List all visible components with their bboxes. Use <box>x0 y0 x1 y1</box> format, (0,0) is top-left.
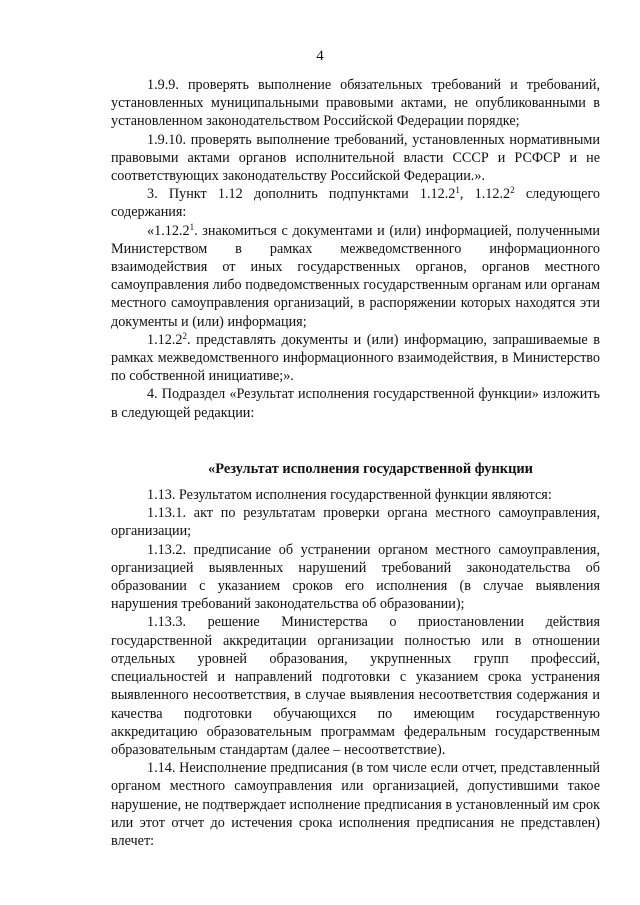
paragraph-1-12-2-2 <box>111 331 600 386</box>
item-1-12-2-1-text: . знакомиться с документами и (или) информацией, полученными Министерством в рамках межведомственного информационного взаимодействия от иных государственных органов, органов местного самоуправления либо подведомственных государственным органам или органам местного самоуправления организаций, в распоряжении которых находятся эти документы и (или) информация; <box>111 222 600 330</box>
superscript-2: 2 <box>182 330 187 341</box>
paragraph-item-3 <box>111 185 600 221</box>
item-1-12-2-2-text: . представлять документы и (или) информацию, запрашиваемые в рамках межведомственного информационного взаимодействия, в Министерство по собственной инициативе;». <box>111 331 600 385</box>
paragraph-1-9-9: 1.9.9. проверять выполнение обязательных требований и требований, установленных муниципальными правовыми актами, не опубликованными в установленном законодательством Российской Федерации порядке; <box>111 77 600 130</box>
item-1-12-2-2-number: 1.12.2 <box>147 331 183 348</box>
document-body <box>111 76 600 850</box>
item-1-12-2-1-number: «1.12.2 <box>147 222 190 239</box>
page-number: 4 <box>316 48 324 64</box>
paragraph-1-12-2-1 <box>111 222 600 331</box>
spacer <box>111 422 600 460</box>
paragraph-item-4: 4. Подраздел «Результат исполнения государственной функции» изложить в следующей редакции: <box>111 386 600 421</box>
paragraph-1-9-10: 1.9.10. проверять выполнение требований, установленных нормативными правовыми актами органов исполнительной власти СССР и РСФСР и не соответствующих законодательству Российской Федерации.». <box>111 131 600 185</box>
paragraph-1-13-2: 1.13.2. предписание об устранении органом местного самоуправления, организацией выявленных нарушений требований законодательства об образовании с указанием сроков его исполнения (в случае выявления нарушения требований законодательства об образовании); <box>111 541 600 613</box>
paragraph-1-13: 1.13. Результатом исполнения государственной функции являются: <box>147 487 552 504</box>
section-heading: «Результат исполнения государственной функции <box>208 460 533 477</box>
item-3-text-middle: , 1.12.2 <box>459 186 511 203</box>
item-3-text-before: 3. Пункт 1.12 дополнить подпунктами 1.12.2 <box>147 186 456 203</box>
item-3-text-after: следующего содержания: <box>111 186 601 221</box>
superscript-1: 1 <box>455 185 460 196</box>
paragraph-1-14: 1.14. Неисполнение предписания (в том числе если отчет, представленный органом местного самоуправления или организацией, допустившими такое нарушение, не подтверждает исполнение предписания в установленный им срок или этот отчет до истечения срока исполнения предписания не представлен) влечет: <box>111 760 600 849</box>
paragraph-1-13-3: 1.13.3. решение Министерства о приостановлении действия государственной аккредитации организации полностью или в отношении отдельных уровней образования, укрупненных групп профессий, специальностей и направлений подготовки с указанием срока устранения выявленного несоответствия, в случае выявления несоответствия содержания и качества подготовки обучающихся по имеющим государственную аккредитацию образовательным программам федеральным государственным образовательным стандартам (далее – несоответствие). <box>111 614 600 758</box>
paragraph-1-13-1: 1.13.1. акт по результатам проверки органа местного самоуправления, организации; <box>111 505 600 540</box>
superscript-2: 2 <box>510 185 515 196</box>
superscript-1: 1 <box>189 221 195 232</box>
